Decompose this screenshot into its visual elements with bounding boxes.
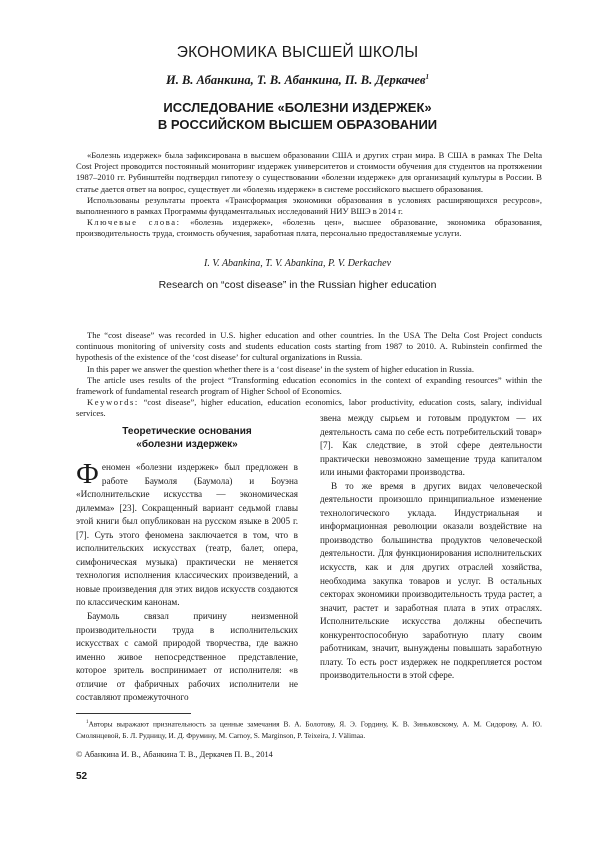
abstract-ru — [76, 150, 542, 240]
abstract-en — [76, 330, 542, 420]
body-paragraph — [76, 458, 298, 610]
keywords-en-text: “cost disease”, higher education, education economics, labor productivity, education costs, salary, individual services. — [76, 397, 542, 419]
body-paragraph-text: еномен «болезни издержек» был предложен в работе Баумоля (Баумола) и Боуэна «Исполнительские искусства — экономическая дилемма» [23]. Сокращенный вариант седьмой главы этой книги был опубликован на русском языке в 2005 г. [7]. Суть этого феномена заключается в том, что в исполнительских искусствах (театр, балет, опера, симфоническая музыка) практически не меняется технология исполнения классических произведений, а новые произведения для этих видов искусств создаются по классическим канонам. — [76, 462, 298, 608]
keywords-ru-text: «болезнь издержек», «болезнь цен», высшее образование, экономика образования, производительность труда, стоимость обучения, заработная плата, персонально предоставляемые услуги. — [76, 217, 543, 239]
authors-footnote-mark: 1 — [425, 73, 430, 81]
keywords-en-label: Keywords: — [87, 397, 139, 408]
footnote-mark: 1 — [86, 720, 89, 725]
section-heading-line2: «болезни издержек» — [136, 438, 238, 450]
copyright-line: © Абанкина И. В., Абанкина Т. В., Деркачев П. В., 2014 — [76, 750, 273, 759]
journal-title: ЭКОНОМИКА ВЫСШЕЙ ШКОЛЫ — [176, 44, 419, 61]
section-heading-line1: Теоретические основания — [122, 426, 252, 437]
body-paragraph: звена между сырьем и готовым продуктом — их деятельность сама по себе есть потребительский товар» [7]. Как следствие, в этой сфере деятельности практически невозможно замещение труда капиталом или иными факторами производства. — [320, 413, 542, 478]
abstract-en-paragraph: The “cost disease” was recorded in U.S. higher education and other countries. In the USA The Delta Cost Project conducts continuous monitoring of university costs and students education costs starting from 1987 to 2010. A. Rubinstein confirmed the hypothesis of the existence of the ‘cost disease’ for cultural organizations in Russia. — [76, 330, 542, 363]
section-heading — [76, 426, 298, 451]
body-column-left — [76, 458, 298, 705]
footnote-divider — [76, 713, 191, 714]
abstract-ru-paragraph: «Болезнь издержек» была зафиксирована в высшем образовании США и других стран мира. В США в рамках The Delta Cost Project проводится постоянный мониторинг издержек университетов и стоимости обучения для студентов на протяжении 1987–2010 гг. Рубинштейн подтвердил гипотезу о существовании «болезни издержек» для организаций культуры в России. В статье дается ответ на вопрос, существует ли «болезнь издержек» в системе российского высшего образования. — [76, 150, 542, 194]
page-number: 52 — [76, 771, 88, 782]
footnote-text — [76, 717, 542, 741]
footnote-body: Авторы выражают признательность за ценные замечания В. А. Болотову, Я. Э. Гордину, К. В. Зиньковскому, А. М. Сидорову, А. Ю. Смолянцевой, Б. Л. Рудницу, И. Д. Фрумину, M. Carnoy, S. Marginson, P. Teixeira, J. Välimaa. — [76, 719, 542, 740]
body-column-right — [320, 412, 542, 683]
body-paragraph: Баумоль связал причину неизменной производительности труда в исполнительских искусствах с самой природой творчества, где важно именно живое непосредственное представление, которое зритель воспринимает от исполнителя: «в отличие от фабричных рабочих исполнители не составляют промежуточного — [76, 611, 298, 703]
footnote — [76, 717, 542, 741]
body-paragraph: В то же время в других видах человеческой деятельности произошло принципиальное изменение технологического уклада. Индустриальная и информационная революции оказали воздействие на производство большинства продуктов человеческой деятельности. Для функционирования исполнительских искусств, как и для других отраслей хозяйства, необходима закупка товаров и услуг. В остальных секторах экономики производительность труда растет, а значит, растет и заработная плата в этих отраслях. Исполнительские искусства должны обеспечить конкурентоспособную заработную плату своим работникам, значит, вынуждены повышать заработную плату. То есть рост издержек не подкрепляется ростом производительности в этой сфере. — [320, 480, 542, 681]
authors-ru — [0, 73, 595, 88]
article-title-ru-line1: ИССЛЕДОВАНИЕ «БОЛЕЗНИ ИЗДЕРЖЕК» — [163, 100, 432, 115]
authors-en: I. V. Abankina, T. V. Abankina, P. V. Derkachev — [203, 258, 392, 269]
authors-ru-names: И. В. Абанкина, Т. В. Абанкина, П. В. Деркачев — [165, 73, 426, 88]
abstract-ru-paragraph: Использованы результаты проекта «Трансформация экономики образования в условиях расширяющихся ресурсов», выполненного в рамках Программы фундаментальных исследований НИУ ВШЭ в 2014 г. — [76, 194, 542, 217]
keywords-ru — [76, 217, 542, 239]
abstract-en-paragraph: The article uses results of the project “Transforming education economics in the context of expanding resources” within the framework of fundamental research program of Higher School of Economics. — [76, 374, 542, 397]
article-title-ru-line2: В РОССИЙСКОМ ВЫСШЕМ ОБРАЗОВАНИИ — [157, 117, 438, 132]
article-title-ru — [0, 99, 595, 133]
drop-cap: Ф — [76, 458, 99, 490]
abstract-en-paragraph: In this paper we answer the question whether there is a ‘cost disease’ in the system of higher education in Russia. — [87, 363, 474, 374]
article-title-en: Research on “cost disease” in the Russian higher education — [158, 279, 437, 291]
keywords-ru-label: Ключевые слова: — [87, 217, 181, 228]
